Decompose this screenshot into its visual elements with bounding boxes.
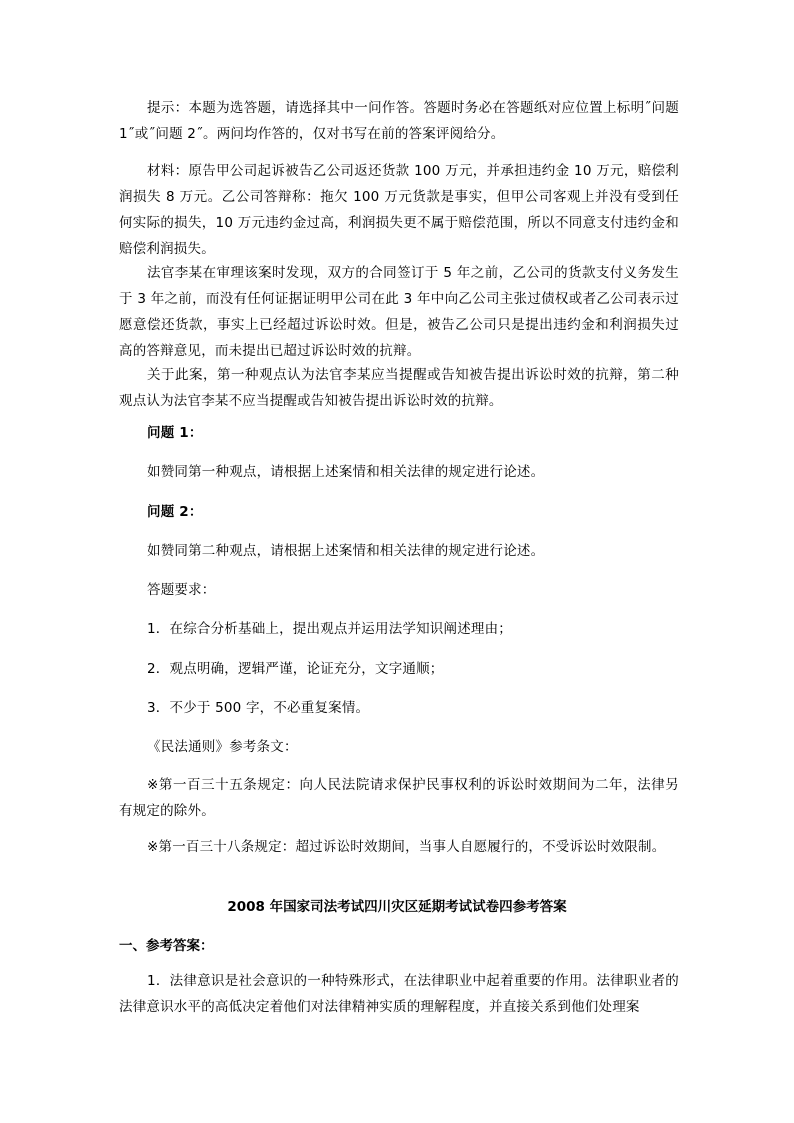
requirement-item: 1．在综合分析基础上，提出观点并运用法学知识阐述理由；	[147, 621, 512, 637]
requirement-item: 3．不少于 500 字，不必重复案情。	[147, 700, 370, 716]
question-2-label: 问题 2：	[147, 504, 203, 520]
question-2-text: 如赞同第二种观点，请根据上述案情和相关法律的规定进行论述。	[147, 543, 545, 559]
views-paragraph: 关于此案，第一种观点认为法官李某应当提醒或告知被告提出诉讼时效的抗辩，第二种观点认为法官李某不应当提醒或告知被告提出诉讼时效的抗辩。	[119, 367, 679, 409]
material-paragraph: 材料：原告甲公司起诉被告乙公司返还货款 100 万元，并承担违约金 10 万元，赔偿利润损失 8 万元。乙公司答辩称：拖欠 100 万元货款是事实，但甲公司客观上并没有受到任何实际的损失，10 万元违约金过高，利润损失更不属于赔偿范围，所以不同意支付违约金和赔偿利润损失。	[119, 163, 679, 257]
requirements-label: 答题要求：	[147, 582, 216, 598]
prompt-paragraph: 提示：本题为选答题，请选择其中一问作答。答题时务必在答题纸对应位置上标明˝问题 1˝或˝问题 2˝。两问均作答的，仅对书写在前的答案评阅给分。	[119, 100, 679, 142]
article-138: ※第一百三十八条规定：超过诉讼时效期间，当事人自愿履行的，不受诉讼时效限制。	[147, 839, 666, 855]
section-heading: 一、参考答案：	[119, 938, 214, 954]
question-1-label: 问题 1：	[147, 425, 203, 441]
article-135: ※第一百三十五条规定：向人民法院请求保护民事权利的诉讼时效期间为二年，法律另有规定的除外。	[119, 777, 679, 819]
reference-label: 《民法通则》参考条文：	[147, 739, 298, 755]
question-1-text: 如赞同第一种观点，请根据上述案情和相关法律的规定进行论述。	[147, 464, 545, 480]
requirement-item: 2．观点明确，逻辑严谨，论证充分，文字通顺；	[147, 661, 444, 677]
judge-paragraph: 法官李某在审理该案时发现，双方的合同签订于 5 年之前，乙公司的货款支付义务发生于 3 年之前，而没有任何证据证明甲公司在此 3 年中向乙公司主张过债权或者乙公司表示过愿意偿还货款，事实上已经超过诉讼时效。但是，被告乙公司只是提出违约金和利润损失过高的答辩意见，而未提出已超过诉讼时效的抗辩。	[119, 265, 679, 359]
answer-paragraph: 1．法律意识是社会意识的一种特殊形式，在法律职业中起着重要的作用。法律职业者的法律意识水平的高低决定着他们对法律精神实质的理解程度，并直接关系到他们处理案	[119, 973, 679, 1015]
answer-title: 2008 年国家司法考试四川灾区延期考试试卷四参考答案	[227, 899, 567, 915]
